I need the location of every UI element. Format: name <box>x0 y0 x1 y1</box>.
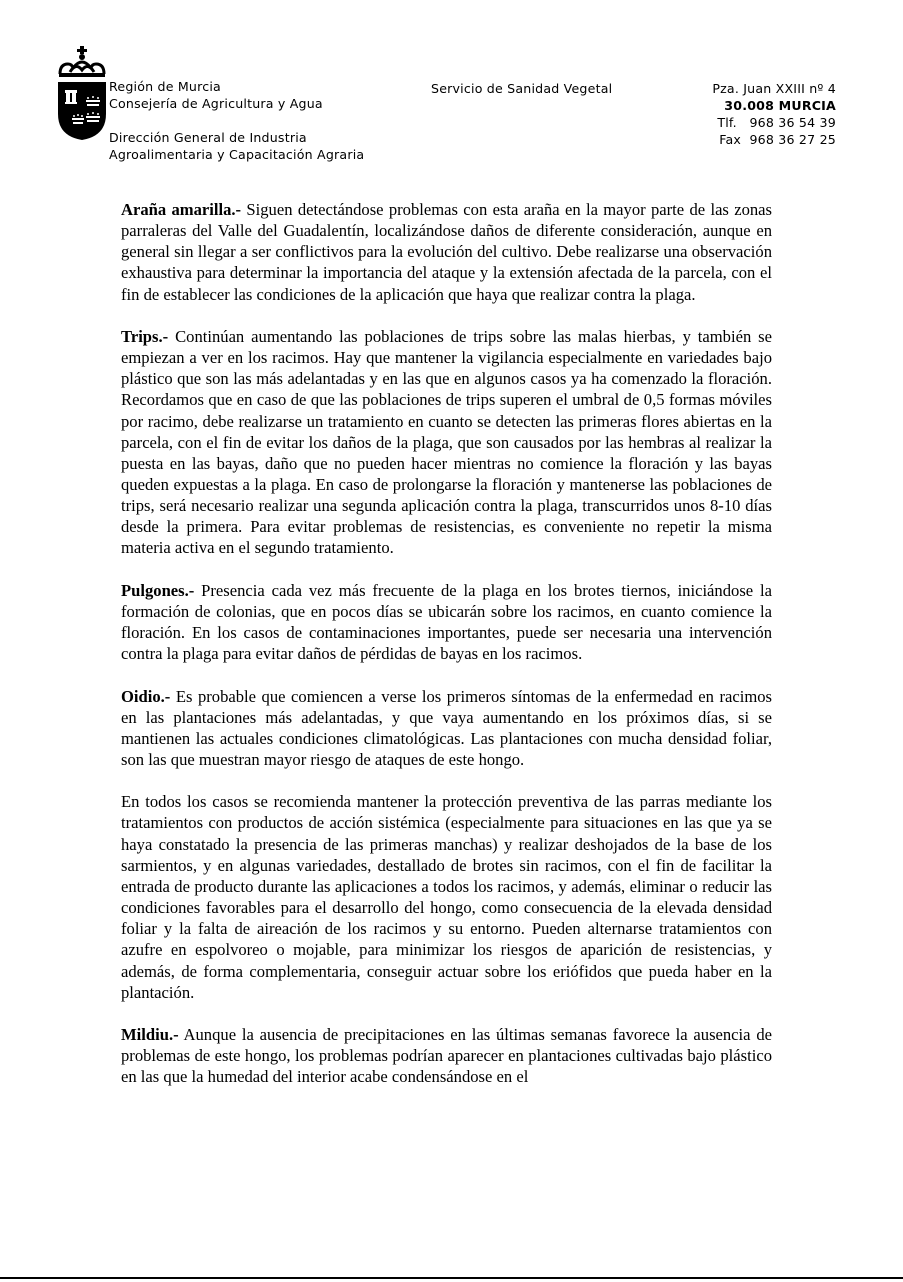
header-service: Servicio de Sanidad Vegetal <box>431 81 613 96</box>
section-text: Aunque la ausencia de precipitaciones en las últimas semanas favorece la ausencia de problemas de este hongo, los problemas podrían aparecer en plantaciones cultivadas bajo plástico en las que la humedad del interior acabe condensándose en el <box>121 1025 772 1087</box>
section-text: Continúan aumentando las poblaciones de trips sobre las malas hierbas, y también se empiezan a ver en los racimos. Hay que mantener la vigilancia especialmente en variedades bajo plástico que son las más adelantadas y en las que en algunos casos ya ha comenzado la floración. Recordamos que en caso de que las poblaciones de trips superen el umbral de 0,5 formas móviles por racimo, debe realizarse un tratamiento en cuanto se detecten las primeras flores abiertas en la parcela, con el fin de evitar los daños de la plaga, que son causados por las hembras al realizar la puesta en las bayas, daño que no pueden hacer mientras no comience la floración y las bayas queden expuestas a la plaga. En caso de prolongarse la floración y mantenerse las poblaciones de trips, será necesario realizar una segunda aplicación contra la plaga, transcurridos unos 8-10 días desde la primera. Para evitar problemas de resistencias, es conveniente no repetir la misma materia activa en el segundo tratamiento. <box>121 326 772 558</box>
address-fax: Fax 968 36 27 25 <box>719 132 836 147</box>
section-title: Mildiu.- <box>121 1025 179 1045</box>
section-pulgones <box>121 580 772 665</box>
header-address <box>712 80 836 148</box>
dept-line-1: Dirección General de Industria <box>109 130 307 145</box>
dept-line-2: Agroalimentaria y Capacitación Agraria <box>109 147 365 162</box>
section-text: Es probable que comiencen a verse los primeros síntomas de la enfermedad en racimos en las plantaciones más adelantadas, y que vaya aumentando en los próximos días, si se mantienen las actuales condiciones climatológicas. Las plantaciones con mucha densidad foliar, son las que muestran mayor riesgo de ataques de este hongo. <box>121 686 772 770</box>
document-body <box>121 199 772 1109</box>
header-organization <box>109 78 364 163</box>
section-title: Trips.- <box>121 326 169 346</box>
section-trips <box>121 326 772 559</box>
org-line-consejeria: Consejería de Agricultura y Agua <box>109 96 323 111</box>
section-text: Presencia cada vez más frecuente de la plaga en los brotes tiernos, iniciándose la formación de colonias, que en pocos días se ubicarán sobre los racimos, en cuanto comience la floración. En los casos de contaminaciones importantes, puede ser necesaria una intervención contra la plaga para evitar daños de pérdidas de bayas en los racimos. <box>121 580 772 664</box>
address-city: 30.008 MURCIA <box>724 98 836 113</box>
section-recomendaciones <box>121 791 772 1003</box>
section-text: Siguen detectándose problemas con esta araña en la mayor parte de las zonas parraleras del Valle del Guadalentín, localizándose daños de diferente consideración, aunque en general sin llegar a ser conflictivos para la evolución del cultivo. Debe realizarse una observación exhaustiva para determinar la importancia del ataque y la extensión afectada de la parcela, con el fin de establecer las condiciones de la aplicación que haya que realizar contra la plaga. <box>121 200 772 304</box>
page-bottom-border <box>0 1277 903 1279</box>
section-text: En todos los casos se recomienda mantener la protección preventiva de las parras mediante los tratamientos con productos de acción sistémica (especialmente para situaciones en las que ya se haya constatado la presencia de las primeras manchas) y realizar deshojados de la base de los sarmientos, y en algunas variedades, destallado de brotes sin racimos, con el fin de facilitar la entrada de producto durante las aplicaciones a todos los racimos, y además, eliminar o reducir las condiciones favorables para el desarrollo del hongo, como consecuencia de la elevada densidad foliar y la falta de aireación de los racimos y su entorno. Pueden alternarse tratamientos con azufre en espolvoreo o mojable, para minimizar los riesgos de aparición de resistencias, y además, de forma complementaria, conseguir actuar sobre los eriófidos que pueda haber en la plantación. <box>121 792 772 1002</box>
region-murcia-coat-of-arms-logo <box>56 44 108 142</box>
section-mildiu <box>121 1024 772 1087</box>
section-oidio <box>121 686 772 771</box>
section-arana-amarilla <box>121 199 772 305</box>
address-street: Pza. Juan XXIII nº 4 <box>712 81 836 96</box>
section-title: Pulgones.- <box>121 580 195 600</box>
org-line-region: Región de Murcia <box>109 79 221 94</box>
section-title: Araña amarilla.- <box>121 200 242 219</box>
section-title: Oidio.- <box>121 686 171 706</box>
address-phone: Tlf. 968 36 54 39 <box>717 115 836 130</box>
